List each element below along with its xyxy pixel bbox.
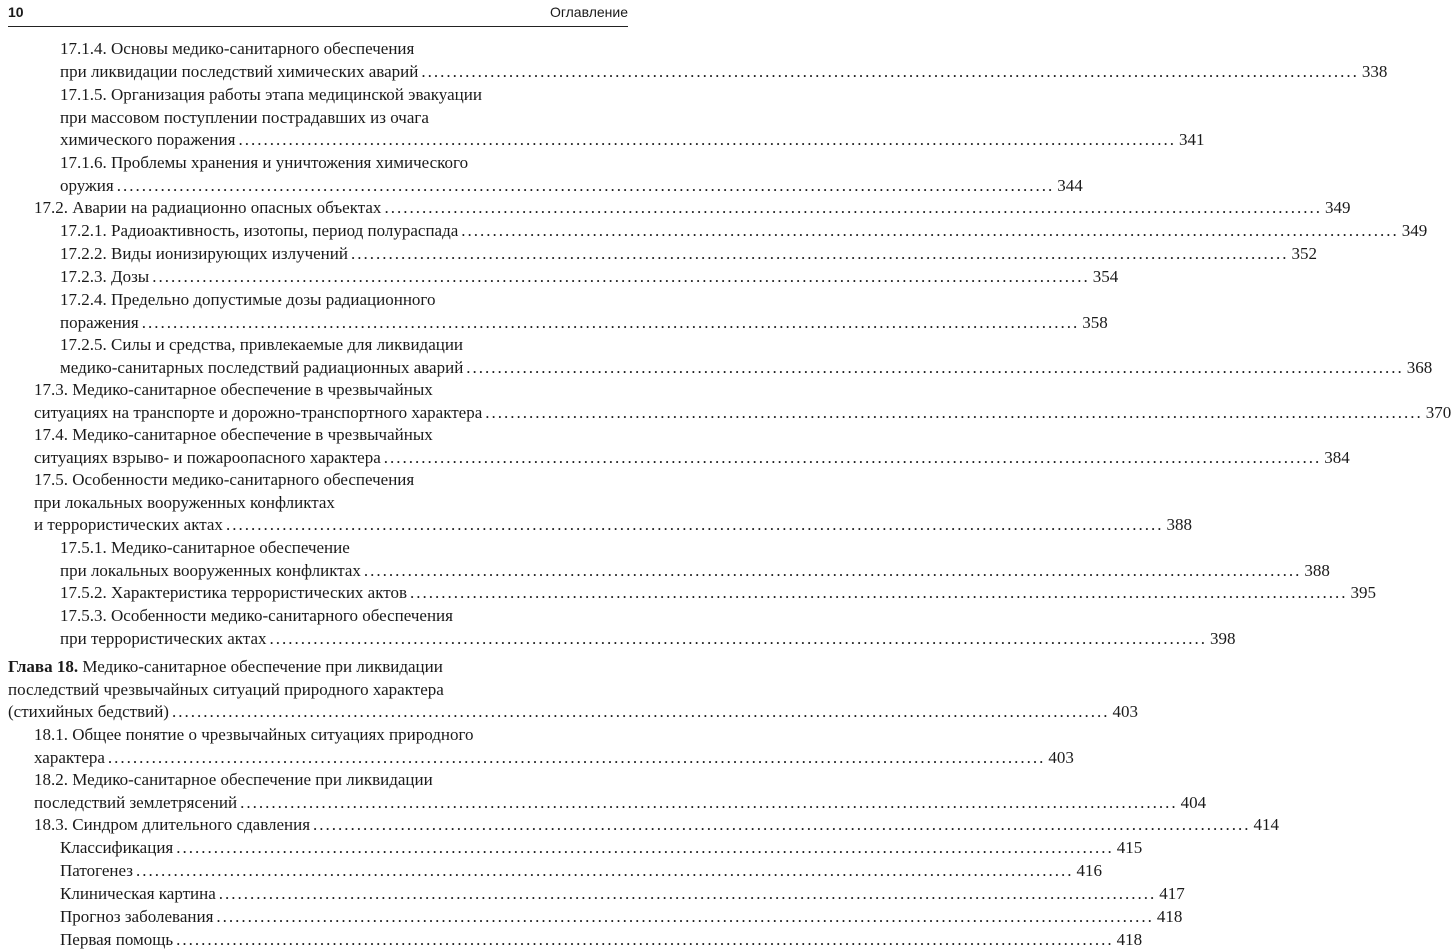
toc-entry-line[interactable] [34,514,1192,536]
toc-entry-title [34,425,433,444]
toc-entry-text: последствий чрезвычайных ситуаций природного характера [8,679,444,699]
toc-page-number: 370 [1425,402,1451,422]
toc-entry-title [60,860,133,882]
toc-entry-line[interactable] [60,883,1185,905]
toc-entry-title [60,153,468,172]
toc-entry-text: Медико-санитарное обеспечение при ликвидации [78,657,443,676]
toc-entry-line[interactable] [34,747,1074,769]
toc-page-number: 404 [1180,792,1207,812]
toc-entry-title [60,606,453,625]
toc-entry-text-line [60,289,626,311]
toc-entry-line[interactable] [8,701,1138,723]
toc-entry-text: 17.5. Особенности медико-санитарного обеспечения [34,470,415,489]
toc-page-number: 403 [1048,747,1074,767]
toc-page-number: 349 [1401,221,1428,240]
toc-entry-title [60,883,216,905]
dot-leader: ...................................................................................................................................................... [218,884,1157,903]
toc-entry-text: при локальных вооруженных конфликтах [34,492,335,512]
toc-entry-text: Прогноз заболевания [60,907,214,926]
toc-entry-title [60,290,436,309]
toc-entry-text: 17.1.5. Организация работы этапа медицинской эвакуации [60,85,482,104]
toc-entry-title [60,929,173,951]
dot-leader: ...................................................................................................................................................... [107,747,1046,767]
toc-entry-text: характера [34,747,105,767]
toc-entry-line[interactable] [60,560,1330,582]
toc-entry-title [60,582,407,604]
toc-entry-text-line [60,334,626,356]
toc-entry-title [34,470,414,489]
toc-entry-text: при массовом поступлении пострадавших из очага [60,107,429,127]
toc-entry-title [60,129,235,151]
dot-leader: ...................................................................................................................................................... [152,267,1090,286]
toc-entry-text-line [60,152,626,174]
toc-entry-title [34,402,482,424]
toc-entry-line[interactable] [34,197,1351,219]
dot-leader: ...................................................................................................................................................... [383,447,1322,467]
toc-entry-text-line [60,84,626,106]
toc-entry-line[interactable] [60,61,1388,83]
dot-leader: ...................................................................................................................................................... [216,907,1154,926]
toc-page-number: 338 [1361,61,1388,81]
toc-entry-text: 17.2.2. Виды ионизирующих излучений [60,244,348,263]
toc-entry-text: 18.2. Медико-санитарное обеспечение при ликвидации [34,770,433,789]
toc-entry-text-line [34,424,626,446]
toc-entry-text: 17.2.1. Радиоактивность, изотопы, период полураспада [60,221,459,240]
toc-entry-text: Классификация [60,838,174,857]
toc-entry-title [60,220,458,242]
toc-entry-title [60,560,361,582]
dot-leader: ...................................................................................................................................................... [176,838,1114,857]
toc-entry-text: 17.2.5. Силы и средства, привлекаемые для ликвидации [60,335,464,354]
dot-leader: ...................................................................................................................................................... [176,930,1114,949]
toc-entry-title [60,538,350,557]
toc-entry-text: 17.4. Медико-санитарное обеспечение в чрезвычайных [34,425,433,444]
toc-page-number: 418 [1116,930,1143,949]
toc-entry-text: 17.2.3. Дозы [60,267,150,286]
toc-entry-line[interactable] [60,837,1143,859]
toc-entry-line[interactable] [60,220,1428,242]
dot-leader: ...................................................................................................................................................... [269,628,1208,648]
toc-entry-line[interactable] [60,929,1143,951]
toc-entry-title [60,108,429,127]
toc-page-number: 384 [1324,447,1350,467]
dot-leader: ...................................................................................................................................................... [421,61,1359,81]
toc-entry-line[interactable] [34,402,1451,424]
toc-entry-line[interactable] [60,628,1236,650]
toc-page-number: 395 [1350,583,1376,602]
toc-page-number: 414 [1253,815,1280,834]
toc-entry-text: при террористических актах [60,628,267,648]
dot-leader: ...................................................................................................................................................... [485,402,1423,422]
toc-entry-line[interactable] [60,266,1119,288]
toc-entry-text: 18.1. Общее понятие о чрезвычайных ситуациях природного [34,725,474,744]
dot-leader: ...................................................................................................................................................... [116,175,1055,195]
toc-page-number: 341 [1178,130,1205,150]
toc-page-number: 358 [1082,312,1108,332]
toc-entry-text: ситуациях на транспорте и дорожно-транспортного характера [34,402,483,422]
toc-entry-title [60,266,149,288]
toc-entry-text-line [34,492,626,514]
toc-entry-title [60,906,213,928]
toc-entry-text: 17.3. Медико-санитарное обеспечение в чрезвычайных [34,380,433,399]
toc-entry-text-line [60,107,626,129]
toc-entry-text-line [34,724,626,746]
chapter-label: Глава 18. [8,657,79,676]
toc-page-number: 349 [1324,198,1351,217]
toc-entry-text: последствий землетрясений [34,792,238,812]
toc-entry-text: 17.2. Аварии на радиационно опасных объектах [34,198,382,217]
toc-entry-text: 17.5.2. Характеристика террористических актов [60,583,407,602]
toc-entry-title [34,814,310,836]
toc-entry-title [60,837,173,859]
toc-entry-title [34,747,105,769]
toc-page-number: 388 [1304,560,1330,580]
toc-entry-title [60,335,463,354]
toc-entry-text: и террористических актах [34,515,223,535]
toc-entry-title [60,357,463,379]
dot-leader: ...................................................................................................................................................... [384,198,1322,217]
toc-entry-text: химического поражения [60,130,236,150]
toc-entry-title [60,39,414,58]
toc-entry-title [34,514,223,536]
toc-entry-title [60,628,267,650]
toc-entry-text-line [60,605,626,627]
toc-entry-line[interactable] [34,814,1280,836]
toc-entry-line[interactable] [34,447,1350,469]
toc-entry-line[interactable] [60,312,1108,334]
toc-entry-title [60,175,114,197]
dot-leader: ...................................................................................................................................................... [225,515,1164,535]
toc-entry-text: (стихийных бедствий) [8,702,169,722]
toc-entry-title [60,243,348,265]
toc-entry-text: поражения [60,312,139,332]
toc-entry-text-line [34,769,626,791]
dot-leader: ...................................................................................................................................................... [141,312,1080,332]
toc-entry-line[interactable] [60,906,1183,928]
toc-entry-text-line [8,679,626,701]
toc-entry-text-line [60,537,626,559]
toc-entry-text: ситуациях взрыво- и пожароопасного характера [34,447,381,467]
toc-entry-text-line [60,38,626,60]
toc-page-number: 398 [1210,628,1236,648]
section-title: Оглавление [549,4,628,20]
toc-entry-text: медико-санитарных последствий радиационных аварий [60,357,464,377]
dot-leader: ...................................................................................................................................................... [135,861,1074,880]
toc-page-number: 418 [1156,907,1183,926]
toc-page-number: 416 [1076,861,1102,880]
toc-entry-text-line [34,469,626,491]
toc-entry-text: Первая помощь [60,930,174,949]
toc-entry-title [34,447,381,469]
dot-leader: ...................................................................................................................................................... [466,357,1404,377]
toc-entry-title [34,197,381,219]
toc-entry-line[interactable] [60,357,1433,379]
dot-leader: ...................................................................................................................................................... [350,244,1289,263]
toc-entry-title [34,792,237,814]
toc-entry-title [34,725,474,744]
toc-page-number: 352 [1291,244,1317,263]
toc-entry-text: 17.5.1. Медико-санитарное обеспечение [60,538,350,557]
toc-entry-text-line [8,656,626,678]
toc-entry-line[interactable] [60,129,1205,151]
dot-leader: ...................................................................................................................................................... [363,560,1302,580]
toc-page-number: 344 [1057,175,1083,195]
dot-leader: ...................................................................................................................................................... [409,583,1348,602]
toc-page-number: 417 [1159,884,1185,903]
dot-leader: ...................................................................................................................................................... [461,221,1399,240]
toc-page-number: 368 [1406,357,1433,377]
toc-entry-text: 17.1.6. Проблемы хранения и уничтожения химического [60,153,469,172]
toc-entry-text: Патогенез [60,861,133,880]
toc-entry-text: 18.3. Синдром длительного сдавления [34,815,311,834]
toc-entry-line[interactable] [60,860,1102,882]
toc-entry-title [60,61,418,83]
toc-entry-title [34,770,433,789]
toc-entry-text: при локальных вооруженных конфликтах [60,560,361,580]
toc-entry-text: при ликвидации последствий химических аварий [60,61,419,81]
toc-entry-title [60,312,139,334]
page-number: 10 [8,4,24,20]
toc-page-number: 415 [1116,838,1143,857]
toc-entry-title [8,680,444,699]
toc-entry-line[interactable] [34,792,1207,814]
dot-leader: ...................................................................................................................................................... [171,702,1110,722]
toc-entry-text: 17.2.4. Предельно допустимые дозы радиационного [60,290,436,309]
toc-entry-title [8,701,169,723]
toc-entry-line[interactable] [60,243,1317,265]
toc-entry-line[interactable] [60,582,1376,604]
toc-entry-line[interactable] [60,175,1083,197]
toc-page-number: 403 [1112,702,1138,722]
dot-leader: ...................................................................................................................................................... [240,792,1178,812]
toc-page-number: 388 [1166,515,1192,535]
toc-entry-text-line [34,379,626,401]
toc-entry-title [8,657,443,676]
toc-entry-title [34,493,335,512]
running-header [8,2,628,27]
dot-leader: ...................................................................................................................................................... [238,130,1176,150]
dot-leader: ...................................................................................................................................................... [313,815,1251,834]
toc-entry-title [60,85,482,104]
toc-page-number: 354 [1092,267,1119,286]
toc-entry-title [34,380,433,399]
toc-entry-text: 17.1.4. Основы медико-санитарного обеспечения [60,39,415,58]
toc-entry-text: 17.5.3. Особенности медико-санитарного обеспечения [60,606,453,625]
toc-entry-text: оружия [60,175,114,195]
toc-entry-text: Клиническая картина [60,884,216,903]
